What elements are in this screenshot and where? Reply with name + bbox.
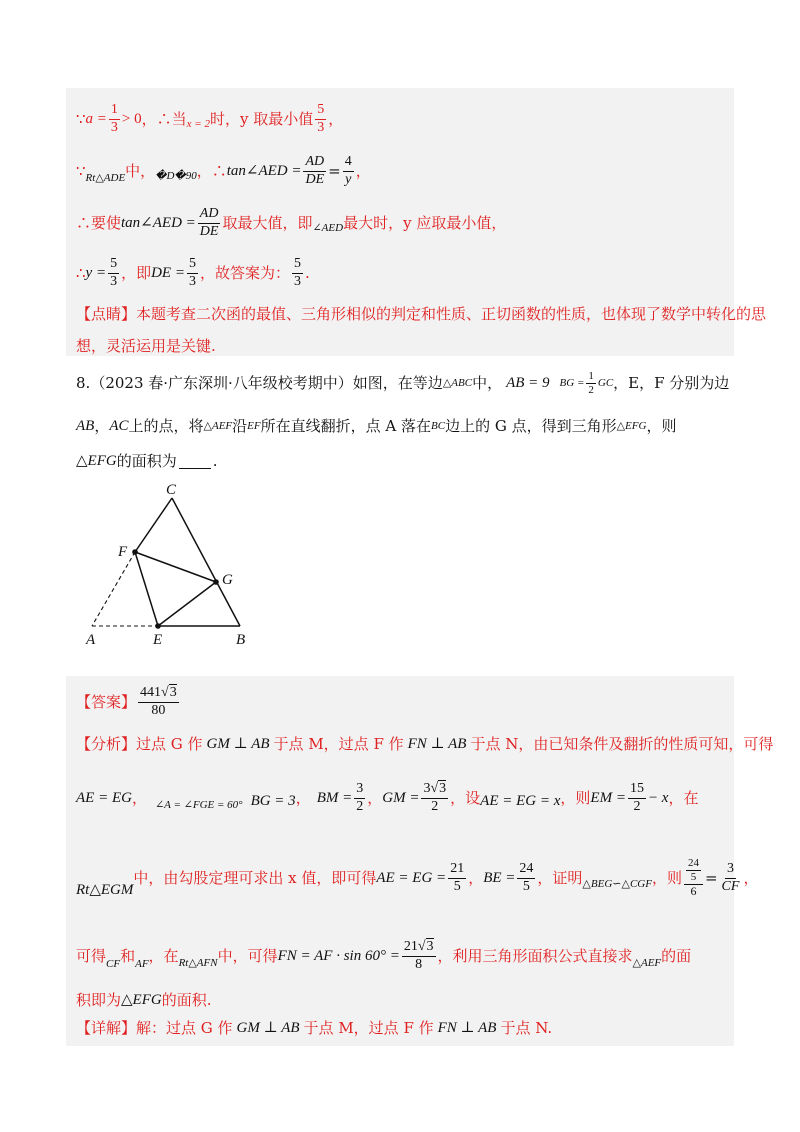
fraction: $\frac{3}{2}$: [356, 781, 364, 814]
question-line-3: △EFG 的面积为 .: [76, 451, 218, 470]
side-CF: [135, 498, 172, 552]
fraction: $\frac{5}{3}$: [293, 256, 301, 289]
comment-line-1: 【点睛】 本题考查二次函的最值、三角形相似的判定和性质、正切函数的性质，也体现了数学中转化的思: [76, 304, 767, 323]
solution-line-4: ∴ y = $\frac{5}{3}$ ，即 DE = $\frac{5}{3}$ ，故答案为： $\frac{5}{3}$ .: [76, 256, 310, 289]
fraction: $\frac{24}{5}$: [519, 861, 534, 894]
fraction: $\frac{21}{5}$: [450, 861, 465, 894]
question-source: （2023 春·广东深圳·八年级校考期中）: [90, 373, 353, 392]
label-G: G: [222, 572, 233, 588]
segment-EG: [158, 582, 216, 626]
question-line-1: 8. （2023 春·广东深圳·八年级校考期中） 如图，在等边 △ABC 中， AB = 9 BG = $\frac{1}{2}$ GC ，E，F 分别为边: [76, 369, 730, 396]
analysis-line-5: 积即为 △EFG 的面积.: [76, 990, 212, 1009]
segment-FE: [135, 552, 158, 626]
solution-line-3: ∴要使 tan∠AED = $\frac{AD}{DE}$ 取最大值，即 ∠AED 最大时，y 应取最小值，: [76, 206, 507, 239]
solution-line-1: ∵ a = $\frac{1}{3}$ > 0 ，∴当 x = 2 时，y 取最小值 $\frac{5}{3}$ ，: [76, 102, 344, 135]
label-B: B: [236, 632, 246, 648]
because-symbol: ∵: [76, 109, 86, 128]
side-FA-dashed: [92, 552, 135, 626]
detail-line: 【详解】 解：过点 G 作 GM ⊥ AB 于点 M，过点 F 作 FN ⊥ AB 于点 N.: [76, 1018, 553, 1037]
analysis-label: 【分析】: [76, 734, 137, 753]
comment-label: 【点睛】: [76, 304, 137, 323]
solution-line-2: ∵ Rt△ADE 中， �D�90 ，∴ tan∠AED = $\frac{AD}{DE}$ = $\frac{4}{y}$ ，: [76, 154, 371, 187]
fraction: $\frac{15}{2}$: [629, 781, 644, 814]
point-F: [132, 549, 138, 555]
answer-label: 【答案】: [76, 692, 137, 711]
fraction: $\frac{AD}{DE}$: [199, 206, 219, 239]
label-A: A: [86, 632, 96, 648]
fraction: $\frac{1}{2}$: [588, 369, 594, 396]
detail-label: 【详解】: [76, 1018, 137, 1037]
analysis-line-3: Rt△EGM 中，由勾股定理可求出 x 值，即可得 AE = EG = $\frac{21}{5}$ ， BE = $\frac{24}{5}$ ，证明 △BEG∽△CGF ，则 $\frac{\frac{24}{5}}{6}$ = $\frac{3}{CF}$ ，: [76, 857, 759, 898]
analysis-line-4: 可得 CF 和 AF ，在 Rt△AFN 中，可得 FN = AF · sin 60° = $\frac{21√3}{8}$ ，利用三角形面积公式直接求 △AEF 的面: [76, 939, 692, 972]
point-E: [155, 623, 161, 629]
fraction: $\frac{5}{3}$: [188, 256, 196, 289]
geometry-figure: [78, 478, 268, 650]
fraction: $\frac{5}{3}$: [110, 256, 118, 289]
answer-blank: [179, 454, 211, 469]
fraction: $\frac{3√3}{2}$: [423, 781, 447, 814]
comment-line-2: 想，灵活运用是关键.: [76, 336, 216, 355]
fraction: $\frac{5}{3}$: [317, 102, 325, 135]
fraction: $\frac{4}{y}$: [344, 154, 352, 187]
label-E: E: [153, 632, 163, 648]
fraction: $\frac{3}{CF}$: [721, 861, 740, 894]
compound-fraction: $\frac{\frac{24}{5}}{6}$: [684, 857, 703, 898]
analysis-line-2: AE = EG ， ∠A = ∠FGE = 60° BG = 3 ， BM = $\frac{3}{2}$ ， GM = $\frac{3√3}{2}$ ，设 AE = EG = x ，则 EM = $\frac{15}{2}$ − x ，在: [76, 781, 699, 814]
label-F: F: [118, 544, 128, 560]
fraction: $\frac{AD}{DE}$: [305, 154, 325, 187]
fraction: $\frac{1}{3}$: [110, 102, 118, 135]
question-line-2: AB ， AC 上的点，将 △AEF 沿 EF 所在直线翻折，点 A 落在 BC 边上的 G 点，得到三角形 △EFG ，则: [76, 416, 677, 435]
answer-line: [76, 682, 181, 722]
fraction: $\frac{21√3}{8}$: [403, 939, 434, 972]
point-G: [213, 579, 219, 585]
label-C: C: [166, 482, 177, 498]
analysis-line-1: 【分析】 过点 G 作 GM ⊥ AB 于点 M，过点 F 作 FN ⊥ AB 于点 N，由已知条件及翻折的性质可知，可得: [76, 734, 774, 753]
answer-value: $\frac{441√3}{80}$: [140, 685, 177, 718]
question-number: 8.: [76, 373, 91, 392]
